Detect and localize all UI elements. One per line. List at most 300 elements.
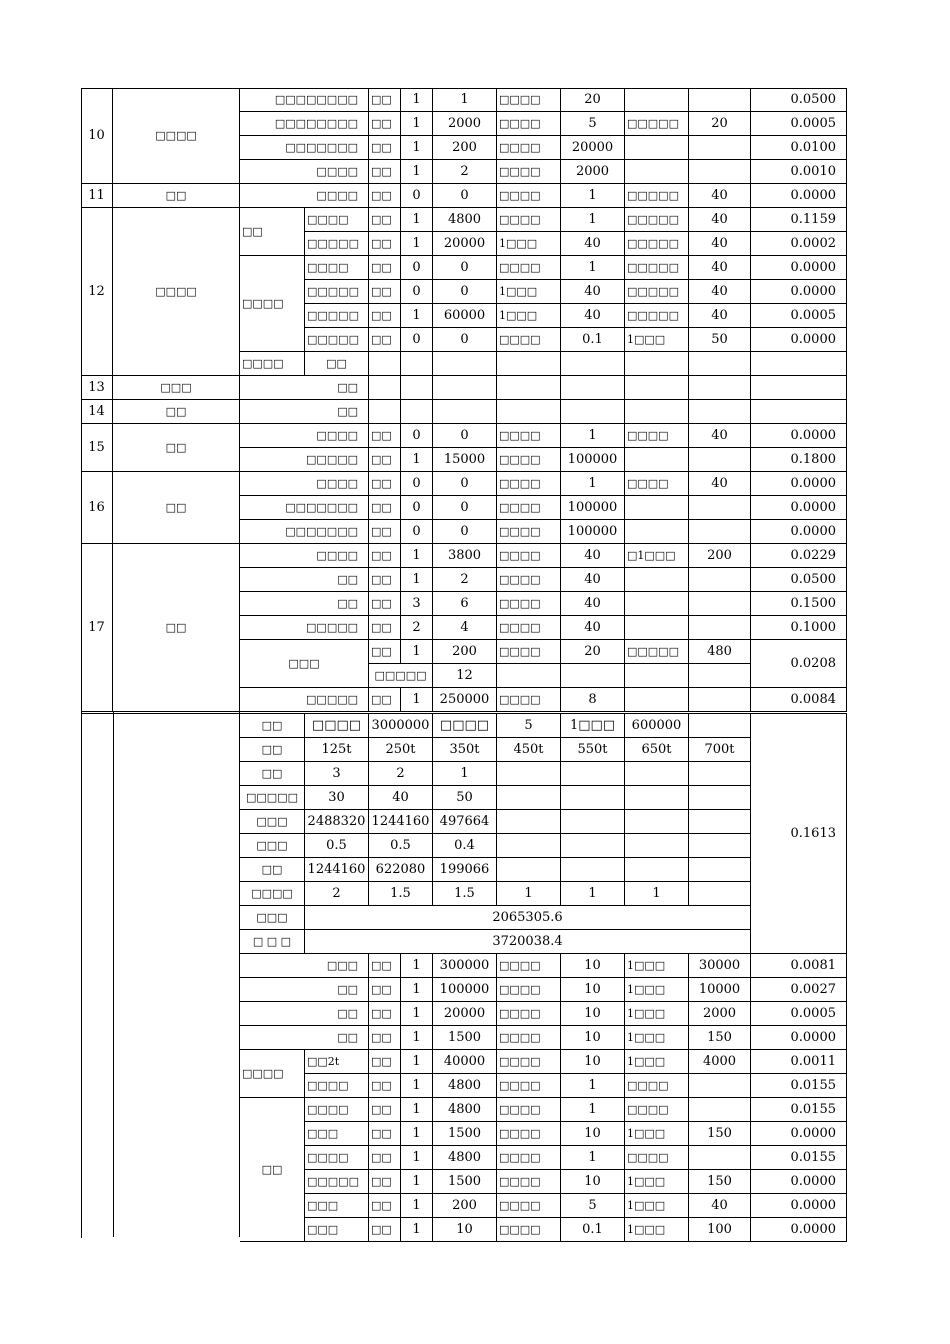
ratio-cell: 0.1159 <box>751 208 847 232</box>
qty-cell: 1 <box>401 88 433 112</box>
crane-value <box>625 810 689 834</box>
item-label: □□□□ <box>305 208 369 232</box>
crane-row-label: □□□ <box>240 906 305 930</box>
crane-value: 3000000 <box>369 714 433 738</box>
unit-cell: □□ <box>369 592 401 616</box>
ratio-cell: 0.0155 <box>751 1098 847 1122</box>
ratio-cell: 0.0000 <box>751 256 847 280</box>
empty-cell <box>497 664 561 688</box>
ratio-cell: 0.0155 <box>751 1146 847 1170</box>
period-value-cell <box>689 616 751 640</box>
item-label: □□□ <box>305 1122 369 1146</box>
crane-value: 1.5 <box>433 882 497 906</box>
empty-cell <box>433 376 497 400</box>
item-label: □□□ <box>305 1218 369 1242</box>
ratio-cell: 0.0000 <box>751 1218 847 1242</box>
sequence-number: 14 <box>81 400 113 424</box>
value-cell: 100000 <box>561 520 625 544</box>
unit-cell: □□ <box>369 280 401 304</box>
value-cell: 1 <box>561 256 625 280</box>
item-label: □□□ <box>240 640 369 688</box>
crane-total: 3720038.4 <box>305 930 751 954</box>
crane-value <box>561 834 625 858</box>
period-value-cell <box>689 1146 751 1170</box>
basis-cell: □□□□ <box>497 136 561 160</box>
period-cell: □□□□□ <box>625 112 689 136</box>
crane-row-label: □□□ <box>240 810 305 834</box>
crane-value: 2488320 <box>305 810 369 834</box>
ratio-cell: 0.0000 <box>751 1194 847 1218</box>
category-name: □□□ <box>113 376 240 400</box>
empty-cell <box>751 376 847 400</box>
qty-cell: 1 <box>401 1194 433 1218</box>
amount-cell: 20000 <box>433 1002 497 1026</box>
empty-cell <box>401 376 433 400</box>
value-cell: 20000 <box>561 136 625 160</box>
amount-cell: 2000 <box>433 112 497 136</box>
qty-cell: 0 <box>401 280 433 304</box>
qty-cell: 0 <box>401 256 433 280</box>
amount-cell: 1500 <box>433 1170 497 1194</box>
crane-ratio: 0.1613 <box>751 714 847 954</box>
qty-cell: 1 <box>401 1026 433 1050</box>
qty-cell: 1 <box>401 688 433 712</box>
basis-cell: □□□□ <box>497 978 561 1002</box>
basis-cell: □□□□ <box>497 1074 561 1098</box>
basis-cell: 1□□□ <box>497 232 561 256</box>
basis-cell: □□□□ <box>497 640 561 664</box>
ratio-cell: 0.0005 <box>751 112 847 136</box>
unit-cell: □□ <box>369 544 401 568</box>
item-label: □□□□□ <box>240 688 369 712</box>
period-value-cell <box>689 136 751 160</box>
qty-cell: 0 <box>401 328 433 352</box>
amount-cell: 1 <box>433 88 497 112</box>
item-label: □□□□ <box>305 1074 369 1098</box>
period-cell: 1□□□ <box>625 1218 689 1242</box>
value-cell: 10 <box>561 1026 625 1050</box>
basis-cell: □□□□ <box>497 496 561 520</box>
period-value-cell: 40 <box>689 280 751 304</box>
unit-cell: □□ <box>369 1122 401 1146</box>
amount-cell: 0 <box>433 280 497 304</box>
amount-cell: 0 <box>433 184 497 208</box>
value-cell: 40 <box>561 232 625 256</box>
period-value-cell: 40 <box>689 472 751 496</box>
ratio-cell: 0.0081 <box>751 954 847 978</box>
crane-value: 5 <box>497 714 561 738</box>
period-cell <box>625 568 689 592</box>
ratio-cell: 0.0000 <box>751 520 847 544</box>
basis-cell: □□□□ <box>497 1026 561 1050</box>
period-cell: □□□□ <box>625 1074 689 1098</box>
period-cell: 1□□□ <box>625 954 689 978</box>
period-value-cell: 20 <box>689 112 751 136</box>
category-name: □□ <box>113 544 240 712</box>
crane-value: 700t <box>689 738 751 762</box>
amount-cell: 0 <box>433 520 497 544</box>
crane-value: 1244160 <box>305 858 369 882</box>
item-label: □□□□□□□ <box>240 136 369 160</box>
crane-value <box>689 882 751 906</box>
unit-cell: □□ <box>369 232 401 256</box>
unit-cell: □□□□□ <box>369 664 433 688</box>
qty-cell: 1 <box>401 1074 433 1098</box>
sequence-number: 17 <box>81 544 113 712</box>
qty-cell: 1 <box>401 112 433 136</box>
qty-cell: 0 <box>401 496 433 520</box>
item-label: □□□□ <box>240 544 369 568</box>
value-cell: 10 <box>561 954 625 978</box>
empty-cell <box>561 400 625 424</box>
unit-cell: □□ <box>369 1074 401 1098</box>
period-cell: □□□□ <box>625 1146 689 1170</box>
crane-value: 350t <box>433 738 497 762</box>
empty-cell <box>497 400 561 424</box>
crane-value <box>497 786 561 810</box>
basis-cell: □□□□ <box>497 424 561 448</box>
value-cell: 10 <box>561 978 625 1002</box>
sequence-number: 16 <box>81 472 113 544</box>
grid-vertical-line <box>239 88 240 1237</box>
crane-value <box>625 762 689 786</box>
item-label: □□□ <box>240 954 369 978</box>
period-value-cell <box>689 688 751 712</box>
ratio-cell: 0.1800 <box>751 448 847 472</box>
item-label: □□ <box>240 1002 369 1026</box>
crane-value: 622080 <box>369 858 433 882</box>
basis-cell: □□□□ <box>497 112 561 136</box>
amount-cell: 0 <box>433 496 497 520</box>
amount-cell: 2 <box>433 160 497 184</box>
amount-cell: 15000 <box>433 448 497 472</box>
item-label: □□2t <box>305 1050 369 1074</box>
period-cell: □□□□ <box>625 472 689 496</box>
period-cell: □□□□ <box>625 424 689 448</box>
amount-cell: 1500 <box>433 1122 497 1146</box>
period-cell: 1□□□ <box>625 978 689 1002</box>
crane-value <box>561 858 625 882</box>
crane-value: 650t <box>625 738 689 762</box>
value-cell: 10 <box>561 1170 625 1194</box>
sequence-number: 12 <box>81 208 113 376</box>
ratio-cell: 0.0000 <box>751 1170 847 1194</box>
qty-cell: 1 <box>401 978 433 1002</box>
qty-cell: 0 <box>401 472 433 496</box>
period-cell <box>625 520 689 544</box>
unit-cell: □□ <box>369 1050 401 1074</box>
qty-cell: 1 <box>401 1050 433 1074</box>
qty-cell: 2 <box>401 616 433 640</box>
empty-cell <box>561 376 625 400</box>
ratio-cell: 0.0000 <box>751 1026 847 1050</box>
empty-cell <box>369 400 401 424</box>
period-value-cell: 40 <box>689 424 751 448</box>
ratio-cell: 0.0100 <box>751 136 847 160</box>
unit-cell: □□ <box>369 160 401 184</box>
empty-cell <box>689 400 751 424</box>
crane-value: 600000 <box>625 714 689 738</box>
crane-value: 550t <box>561 738 625 762</box>
item-label: □□ <box>240 592 369 616</box>
value-cell: 100000 <box>561 496 625 520</box>
crane-value: 0.5 <box>369 834 433 858</box>
period-cell <box>625 160 689 184</box>
basis-cell: □□□□ <box>497 1194 561 1218</box>
value-cell: 1 <box>561 208 625 232</box>
value-cell: 40 <box>561 592 625 616</box>
value-cell: 40 <box>561 304 625 328</box>
value-cell: 40 <box>561 616 625 640</box>
amount-cell: 200 <box>433 640 497 664</box>
amount-cell: 12 <box>433 664 497 688</box>
crane-row-label: □□□□ <box>240 882 305 906</box>
item-label: □□□□□ <box>305 1170 369 1194</box>
period-value-cell: 40 <box>689 184 751 208</box>
period-value-cell: 40 <box>689 232 751 256</box>
unit-cell: □□ <box>369 208 401 232</box>
item-label: □□□□□ <box>240 448 369 472</box>
crane-row-label: □□□□□ <box>240 786 305 810</box>
value-cell: 10 <box>561 1122 625 1146</box>
value-cell <box>561 352 625 376</box>
qty-cell: 1 <box>401 954 433 978</box>
item-label: □□ <box>240 400 369 424</box>
basis-cell: 1□□□ <box>497 304 561 328</box>
basis-cell: □□□□ <box>497 616 561 640</box>
value-cell: 40 <box>561 568 625 592</box>
unit-cell: □□ <box>369 616 401 640</box>
ratio-cell: 0.0155 <box>751 1074 847 1098</box>
crane-row-label: □□□ <box>240 834 305 858</box>
crane-value <box>689 834 751 858</box>
basis-cell: □□□□ <box>497 1002 561 1026</box>
qty-cell: 1 <box>401 568 433 592</box>
item-label: □□ <box>240 376 369 400</box>
qty-cell: 1 <box>401 304 433 328</box>
empty-cell <box>689 376 751 400</box>
period-cell: 1□□□ <box>625 1002 689 1026</box>
unit-cell: □□ <box>369 978 401 1002</box>
unit-cell: □□ <box>369 304 401 328</box>
unit-cell: □□ <box>369 1098 401 1122</box>
period-cell: □□□□□ <box>625 184 689 208</box>
amount-cell: 0 <box>433 328 497 352</box>
amount-cell: 0 <box>433 256 497 280</box>
crane-row-label: □□ <box>240 738 305 762</box>
value-cell: 40 <box>561 280 625 304</box>
period-value-cell <box>689 448 751 472</box>
unit-cell: □□ <box>369 1170 401 1194</box>
item-label: □□ <box>240 978 369 1002</box>
crane-value: 450t <box>497 738 561 762</box>
period-value-cell: 40 <box>689 208 751 232</box>
amount-cell: 250000 <box>433 688 497 712</box>
crane-value <box>689 858 751 882</box>
unit-cell: □□ <box>369 328 401 352</box>
ratio-cell: 0.0010 <box>751 160 847 184</box>
unit-cell: □□ <box>369 640 401 664</box>
crane-value <box>561 762 625 786</box>
period-cell: □1□□□ <box>625 544 689 568</box>
crane-value <box>625 834 689 858</box>
item-label: □□□□ <box>305 256 369 280</box>
crane-value <box>689 810 751 834</box>
basis-cell: □□□□ <box>497 256 561 280</box>
category-name: □□□□ <box>113 208 240 376</box>
empty-cell <box>561 664 625 688</box>
empty-cell <box>433 400 497 424</box>
sequence-number: 15 <box>81 424 113 472</box>
period-value-cell: 200 <box>689 544 751 568</box>
basis-cell: □□□□ <box>497 1146 561 1170</box>
crane-value: 0.4 <box>433 834 497 858</box>
item-group-label: □□□□ <box>240 352 305 376</box>
crane-value: 1.5 <box>369 882 433 906</box>
period-cell: □□□□□ <box>625 232 689 256</box>
ratio-cell: 0.0000 <box>751 280 847 304</box>
period-value-cell: 150 <box>689 1026 751 1050</box>
basis-cell: □□□□ <box>497 954 561 978</box>
period-cell: 1□□□ <box>625 1050 689 1074</box>
crane-value <box>497 810 561 834</box>
period-cell <box>625 496 689 520</box>
ratio-cell: 0.0084 <box>751 688 847 712</box>
crane-value: □□□□ <box>305 714 369 738</box>
period-value-cell: 40 <box>689 1194 751 1218</box>
sequence-number: 10 <box>81 88 113 184</box>
empty-cell <box>401 400 433 424</box>
unit-cell: □□ <box>369 496 401 520</box>
unit-cell: □□ <box>369 184 401 208</box>
period-cell <box>625 352 689 376</box>
period-value-cell: 150 <box>689 1170 751 1194</box>
ratio-cell: 0.0011 <box>751 1050 847 1074</box>
crane-value: 30 <box>305 786 369 810</box>
basis-cell: □□□□ <box>497 472 561 496</box>
item-label: □□□□ <box>240 184 369 208</box>
value-cell: 1 <box>561 1074 625 1098</box>
crane-value: 40 <box>369 786 433 810</box>
item-label: □□□□ <box>240 424 369 448</box>
period-value-cell: 480 <box>689 640 751 664</box>
category-name: □□ <box>113 400 240 424</box>
basis-cell: □□□□ <box>497 1098 561 1122</box>
ratio-cell: 0.0000 <box>751 184 847 208</box>
crane-row-label: □□ <box>240 762 305 786</box>
item-label: □□□□□□□ <box>240 496 369 520</box>
value-cell: 1 <box>561 1146 625 1170</box>
period-cell: 1□□□ <box>625 328 689 352</box>
ratio-cell: 0.0000 <box>751 496 847 520</box>
qty-cell: 1 <box>401 1146 433 1170</box>
period-cell: □□□□□ <box>625 304 689 328</box>
amount-cell: 60000 <box>433 304 497 328</box>
period-value-cell <box>689 352 751 376</box>
period-cell: 1□□□ <box>625 1170 689 1194</box>
item-label: □□□□□ <box>305 304 369 328</box>
value-cell: 0.1 <box>561 1218 625 1242</box>
period-value-cell: 40 <box>689 304 751 328</box>
amount-cell: 4800 <box>433 1098 497 1122</box>
basis-cell: □□□□ <box>497 88 561 112</box>
qty-cell: 3 <box>401 592 433 616</box>
period-value-cell: 10000 <box>689 978 751 1002</box>
value-cell: 20 <box>561 88 625 112</box>
basis-cell: □□□□ <box>497 184 561 208</box>
amount-cell: 20000 <box>433 232 497 256</box>
crane-value: 1 <box>625 882 689 906</box>
crane-value: 3 <box>305 762 369 786</box>
value-cell: 1 <box>561 424 625 448</box>
item-label: □□ <box>240 1026 369 1050</box>
sequence-number: 11 <box>81 184 113 208</box>
qty-cell: 1 <box>401 544 433 568</box>
qty-cell: 0 <box>401 424 433 448</box>
basis-cell: 1□□□ <box>497 280 561 304</box>
item-label: □□□□□□□ <box>240 520 369 544</box>
period-cell <box>625 136 689 160</box>
category-name: □□ <box>113 472 240 544</box>
empty-cell <box>625 400 689 424</box>
item-group-label: □□□□ <box>240 1050 305 1098</box>
crane-value: □□□□ <box>433 714 497 738</box>
empty-cell <box>625 664 689 688</box>
period-value-cell: 2000 <box>689 1002 751 1026</box>
value-cell: 8 <box>561 688 625 712</box>
value-cell: 2000 <box>561 160 625 184</box>
crane-value <box>561 810 625 834</box>
crane-value <box>689 762 751 786</box>
basis-cell: □□□□ <box>497 1170 561 1194</box>
basis-cell: □□□□ <box>497 1218 561 1242</box>
item-label: □□ <box>305 352 369 376</box>
period-cell: □□□□□ <box>625 640 689 664</box>
period-value-cell: 50 <box>689 328 751 352</box>
period-cell: 1□□□ <box>625 1194 689 1218</box>
item-group-label: □□□□ <box>240 256 305 352</box>
amount-cell: 0 <box>433 472 497 496</box>
unit-cell: □□ <box>369 256 401 280</box>
item-label: □□□□ <box>305 1098 369 1122</box>
period-cell <box>625 88 689 112</box>
ratio-cell: 0.0005 <box>751 1002 847 1026</box>
period-cell <box>625 592 689 616</box>
basis-cell: □□□□ <box>497 1050 561 1074</box>
amount-cell: 6 <box>433 592 497 616</box>
ratio-cell: 0.0027 <box>751 978 847 1002</box>
amount-cell: 100000 <box>433 978 497 1002</box>
crane-value <box>497 834 561 858</box>
value-cell: 5 <box>561 1194 625 1218</box>
item-label: □□□□□ <box>305 328 369 352</box>
amount-cell: 4 <box>433 616 497 640</box>
unit-cell: □□ <box>369 424 401 448</box>
item-label: □□□□□ <box>240 616 369 640</box>
period-cell: 1□□□ <box>625 1122 689 1146</box>
qty-cell <box>401 352 433 376</box>
unit-cell: □□ <box>369 136 401 160</box>
crane-value <box>689 786 751 810</box>
empty-cell <box>625 376 689 400</box>
period-value-cell <box>689 88 751 112</box>
crane-value: 50 <box>433 786 497 810</box>
basis-cell <box>497 352 561 376</box>
item-label: □□□□ <box>240 472 369 496</box>
crane-total: 2065305.6 <box>305 906 751 930</box>
amount-cell: 4800 <box>433 1074 497 1098</box>
period-value-cell: 30000 <box>689 954 751 978</box>
